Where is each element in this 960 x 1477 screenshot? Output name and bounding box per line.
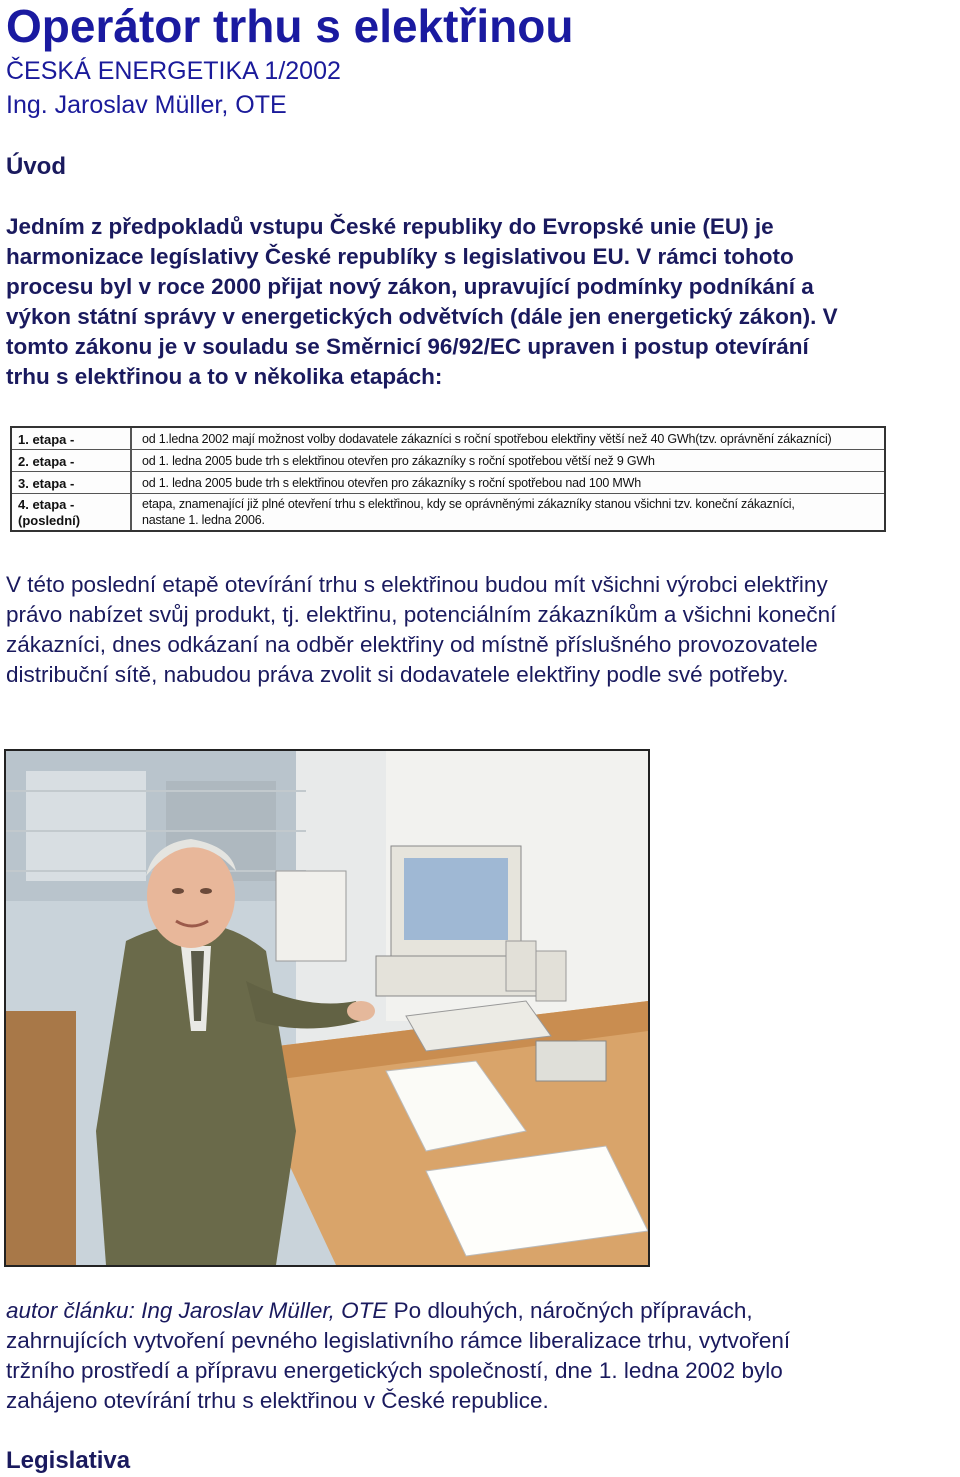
paragraph-line: V této poslední etapě otevírání trhu s elektřinou budou mít všichni výrobci elektřiny [6,572,828,597]
stage-text: od 1. ledna 2005 bude trh s elektřinou otevřen pro zákazníky s roční spotřebou větší než 9 GWh [142,454,655,468]
author-line: Ing. Jaroslav Müller, OTE [6,91,287,119]
stage-label: 1. etapa - [18,432,75,447]
photo-caption [6,1296,958,1416]
intro-paragraph [6,212,958,392]
stage-row-2 [12,450,884,472]
section-heading-intro: Úvod [6,153,66,180]
stages-table [10,426,886,532]
caption-line: zahájeno otevírání trhu s elektřinou v České republice. [6,1388,549,1413]
paragraph-line: procesu byl v roce 2000 přijat nový zákon, upravující podmínky podníkání a [6,274,814,299]
paragraph-line: Jedním z předpokladů vstupu České republiky do Evropské unie (EU) je [6,214,774,239]
paragraph-line: tomto zákonu je v souladu se Směrnicí 96/92/EC upraven i postup otevírání [6,334,809,359]
paragraph-line: trhu s elektřinou a to v několika etapách: [6,364,443,389]
stage-row-3 [12,472,884,494]
paragraph-line: právo nabízet svůj produkt, tj. elektřinu, potenciálním zákazníkům a všichni koneční [6,602,837,627]
last-stage-paragraph [6,570,958,690]
paragraph-line: harmonizace legíslativy České republíky s legislativou EU. V rámci tohoto [6,244,794,269]
paragraph-line: distribuční sítě, nabudou práva zvolit si dodavatele elektřiny podle své potřeby. [6,662,789,687]
caption-author: autor článku: Ing Jaroslav Müller, OTE [6,1298,388,1323]
caption-line: tržního prostředí a přípravu energetických společností, dne 1. ledna 2002 bylo [6,1358,783,1383]
caption-line [6,1296,958,1326]
stage-text: od 1. ledna 2005 bude trh s elektřinou otevřen pro zákazníky s roční spotřebou nad 100 MWh [142,476,641,490]
photo-illustration [6,751,648,1265]
section-heading-legislation: Legislativa [6,1447,131,1474]
stage-row-4 [12,494,884,530]
caption-text: Po dlouhých, náročných přípravách, [387,1298,753,1323]
caption-line: zahrnujících vytvoření pevného legislativního rámce liberalizace trhu, vytvoření [6,1328,791,1353]
stage-text: od 1.ledna 2002 mají možnost volby dodavatele zákazníci s roční spotřebou elektřiny větší než 40 GWh(tzv. oprávnění zákazníci) [142,432,832,446]
stage-text-sub: nastane 1. ledna 2006. [142,513,265,527]
page-title: Operátor trhu s elektřinou [6,0,574,52]
stage-row-1 [12,428,884,450]
stage-label: 2. etapa - [18,454,75,469]
stage-label: 4. etapa - [18,497,75,512]
paragraph-line: výkon státní správy v energetických odvětvích (dále jen energetický zákon). V [6,304,838,329]
stage-label: 3. etapa - [18,476,75,491]
stage-text: etapa, znamenající již plné otevření trhu s elektřinou, kdy se oprávněnými zákazníky stanou všichni tzv. koneční zákazníci, [142,497,795,511]
paragraph-line: zákazníci, dnes odkázaní na odběr elektřiny od místně příslušného provozovatele [6,632,818,657]
stage-label-sub: (poslední) [18,513,81,528]
source-line: ČESKÁ ENERGETIKA 1/2002 [6,57,341,85]
photo-man-at-desk [4,749,650,1267]
